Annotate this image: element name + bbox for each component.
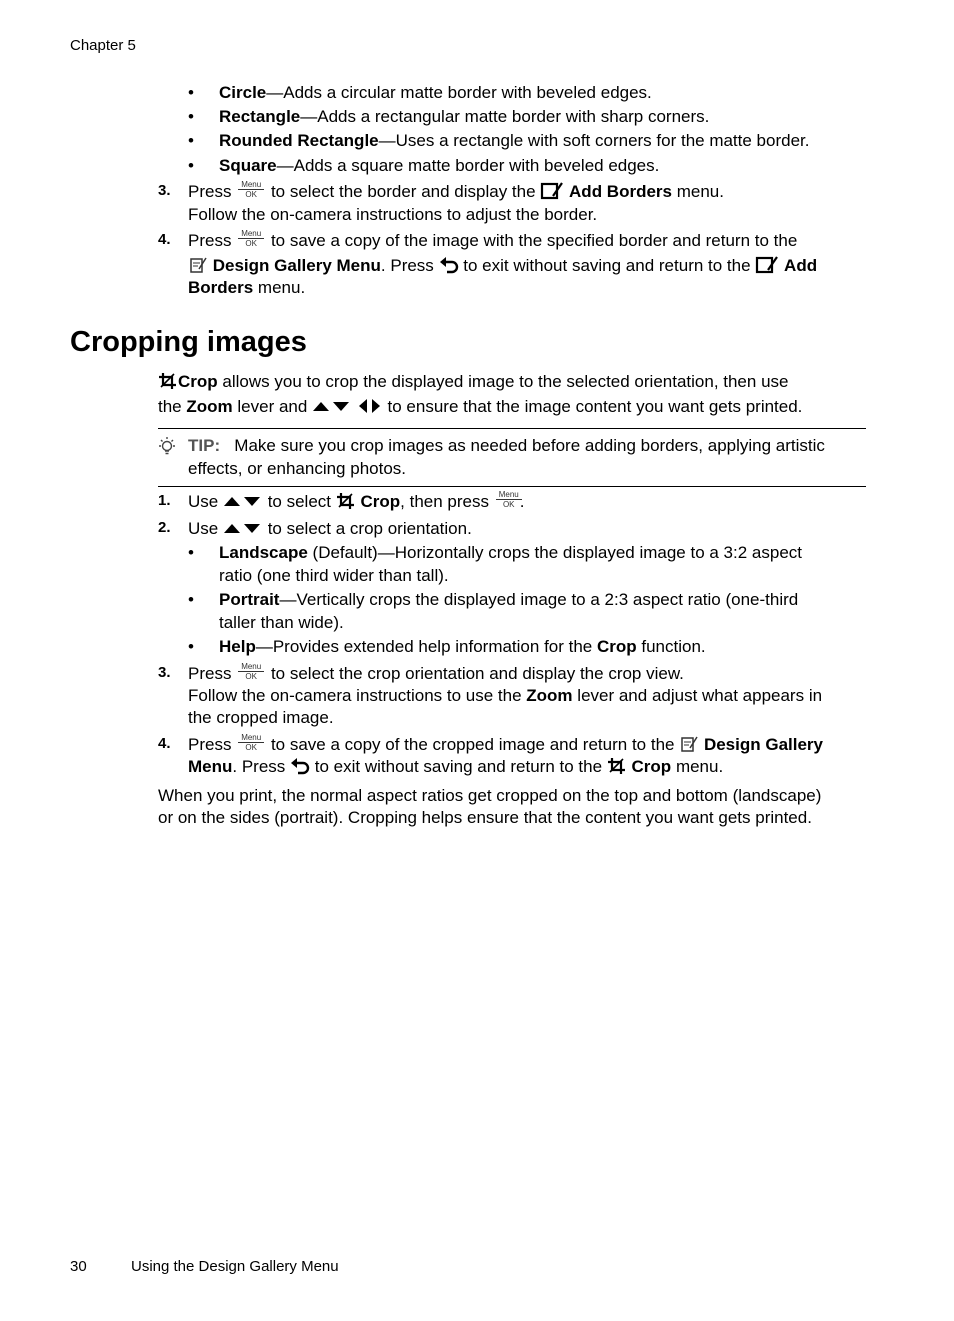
step-number: 4. xyxy=(158,231,171,248)
section-heading: Cropping images xyxy=(70,326,307,358)
ok-label: OK xyxy=(502,499,515,509)
step-text xyxy=(188,663,684,685)
text: to select xyxy=(267,492,332,511)
term: Rectangle xyxy=(219,107,301,126)
description: —Uses a rectangle with soft corners for the matte border. xyxy=(378,131,810,150)
menu-name: Add Borders xyxy=(569,182,672,201)
bullet-dot: • xyxy=(188,543,194,562)
description: —Adds a square matte border with beveled edges. xyxy=(276,156,660,175)
menu-ok-icon xyxy=(496,490,522,510)
menu-ok-icon xyxy=(238,180,264,200)
menu-ok-icon xyxy=(238,733,264,753)
step-number: 1. xyxy=(158,492,171,509)
menu-name: Borders xyxy=(188,278,254,297)
description: —Adds a circular matte border with beveled edges. xyxy=(266,83,652,102)
left-right-arrows-icon xyxy=(357,398,383,414)
tip-line2: effects, or enhancing photos. xyxy=(188,459,407,478)
closing-line1: When you print, the normal aspect ratios get cropped on the top and bottom (landscape) xyxy=(158,786,822,805)
bullet-dot: • xyxy=(188,156,194,175)
list-item-line2: taller than wide). xyxy=(219,613,344,632)
step-text xyxy=(188,230,797,252)
step-number: 3. xyxy=(158,182,171,199)
design-gallery-icon xyxy=(188,255,208,275)
step-text xyxy=(188,181,724,203)
text: , then press xyxy=(400,492,489,511)
tip-label: TIP: xyxy=(188,436,221,455)
text: the xyxy=(158,397,182,416)
chapter-label: Chapter 5 xyxy=(70,37,136,54)
tip-bottom-rule xyxy=(158,486,866,487)
crop-term: Crop xyxy=(360,492,401,511)
term: Portrait xyxy=(219,590,280,609)
text: to save a copy of the image with the specified border and return to the xyxy=(270,231,798,250)
step-subtext: the cropped image. xyxy=(188,708,334,727)
intro-line1 xyxy=(158,371,788,393)
step-text-line2 xyxy=(188,756,723,778)
step-text-line3 xyxy=(188,277,305,299)
ok-label: OK xyxy=(245,742,257,752)
description: —Vertically crops the displayed image to a 2:3 aspect ratio (one-third xyxy=(279,590,799,609)
add-borders-icon xyxy=(755,255,779,275)
bullet-dot: • xyxy=(188,107,194,126)
step-text xyxy=(188,491,524,513)
list-item-line2: ratio (one third wider than tall). xyxy=(219,566,449,585)
crop-icon xyxy=(158,372,178,390)
text: Use xyxy=(188,492,219,511)
text: to ensure that the image content you want gets printed. xyxy=(387,397,803,416)
bullet-dot: • xyxy=(188,83,194,102)
step-number: 2. xyxy=(158,519,171,536)
menu-label: Menu xyxy=(238,180,264,190)
step-text-line2 xyxy=(188,255,817,277)
term: Square xyxy=(219,156,277,175)
zoom-term: Zoom xyxy=(186,397,233,416)
list-item xyxy=(219,542,802,564)
closing-line2: or on the sides (portrait). Cropping helps ensure that the content you want gets printed. xyxy=(158,808,812,827)
back-arrow-icon xyxy=(290,757,310,775)
tip-line1 xyxy=(188,435,825,457)
text: allows you to crop the displayed image to the selected orientation, then use xyxy=(222,372,789,391)
text: . Press xyxy=(232,757,286,776)
text: . xyxy=(519,492,525,511)
step-text xyxy=(188,734,823,756)
list-item xyxy=(219,155,659,177)
up-down-arrows-icon xyxy=(223,494,263,508)
step-number: 3. xyxy=(158,664,171,681)
menu-label: Menu xyxy=(238,662,264,672)
term: Rounded Rectangle xyxy=(219,131,379,150)
lightbulb-icon xyxy=(156,436,178,458)
page-number: 30 xyxy=(70,1258,87,1275)
bullet-dot: • xyxy=(188,637,194,656)
menu-label: Menu xyxy=(238,229,264,239)
menu-name: Menu xyxy=(188,757,233,776)
menu-label: Menu xyxy=(496,490,522,500)
add-borders-icon xyxy=(540,181,564,201)
menu-name: Design Gallery xyxy=(703,735,824,754)
text: to select the border and display the xyxy=(270,182,536,201)
menu-label: Menu xyxy=(238,733,264,743)
text: menu. xyxy=(676,182,724,201)
list-item xyxy=(219,82,652,104)
text: menu. xyxy=(257,278,306,297)
step-subtext: Follow the on-camera instructions to adjust the border. xyxy=(188,205,598,224)
footer-title: Using the Design Gallery Menu xyxy=(131,1258,339,1275)
ok-label: OK xyxy=(245,238,257,248)
ok-label: OK xyxy=(245,671,257,681)
list-item xyxy=(219,636,706,658)
up-down-arrows-icon xyxy=(312,399,352,413)
step-text xyxy=(188,518,472,540)
step-number: 4. xyxy=(158,735,171,752)
back-arrow-icon xyxy=(439,256,459,274)
text: Press xyxy=(188,664,232,683)
menu-ok-icon xyxy=(238,662,264,682)
term: Landscape xyxy=(219,543,308,562)
crop-icon xyxy=(607,757,627,775)
text: to select the crop orientation and display the crop view. xyxy=(270,664,684,683)
text: to select a crop orientation. xyxy=(267,519,472,538)
text: to save a copy of the cropped image and return to the xyxy=(270,735,675,754)
text: Press xyxy=(188,231,232,250)
term: Help xyxy=(219,637,256,656)
list-item xyxy=(219,106,709,128)
menu-ok-icon xyxy=(238,229,264,249)
menu-name: Add xyxy=(784,256,818,275)
term: Circle xyxy=(219,83,267,102)
bullet-dot: • xyxy=(188,131,194,150)
text: Follow the on-camera instructions to use the xyxy=(188,686,527,705)
text: lever and xyxy=(237,397,308,416)
intro-line2 xyxy=(158,396,802,418)
up-down-arrows-icon xyxy=(223,521,263,535)
description: —Adds a rectangular matte border with sharp corners. xyxy=(300,107,710,126)
description: (Default)—Horizontally crops the displayed image to a 3:2 aspect xyxy=(307,543,802,562)
text: menu. xyxy=(675,757,724,776)
step-subtext xyxy=(188,685,822,707)
text: Press xyxy=(188,182,232,201)
crop-term: Crop xyxy=(178,372,218,391)
text: Make sure you crop images as needed before adding borders, applying artistic xyxy=(234,436,825,455)
crop-term: Crop xyxy=(631,757,672,776)
description: —Provides extended help information for the xyxy=(255,637,597,656)
zoom-term: Zoom xyxy=(526,686,573,705)
text: to exit without saving and return to the xyxy=(314,757,603,776)
description: function. xyxy=(636,637,706,656)
text: lever and adjust what appears in xyxy=(572,686,823,705)
design-gallery-icon xyxy=(679,734,699,754)
text: Use xyxy=(188,519,219,538)
crop-icon xyxy=(336,492,356,510)
ok-label: OK xyxy=(245,189,257,199)
term: Crop xyxy=(596,637,637,656)
list-item xyxy=(219,130,810,152)
tip-top-rule xyxy=(158,428,866,429)
menu-name: Design Gallery Menu xyxy=(212,256,381,275)
text: . Press xyxy=(380,256,434,275)
list-item xyxy=(219,589,798,611)
text: Press xyxy=(188,735,232,754)
bullet-dot: • xyxy=(188,590,194,609)
text: to exit without saving and return to the xyxy=(463,256,751,275)
